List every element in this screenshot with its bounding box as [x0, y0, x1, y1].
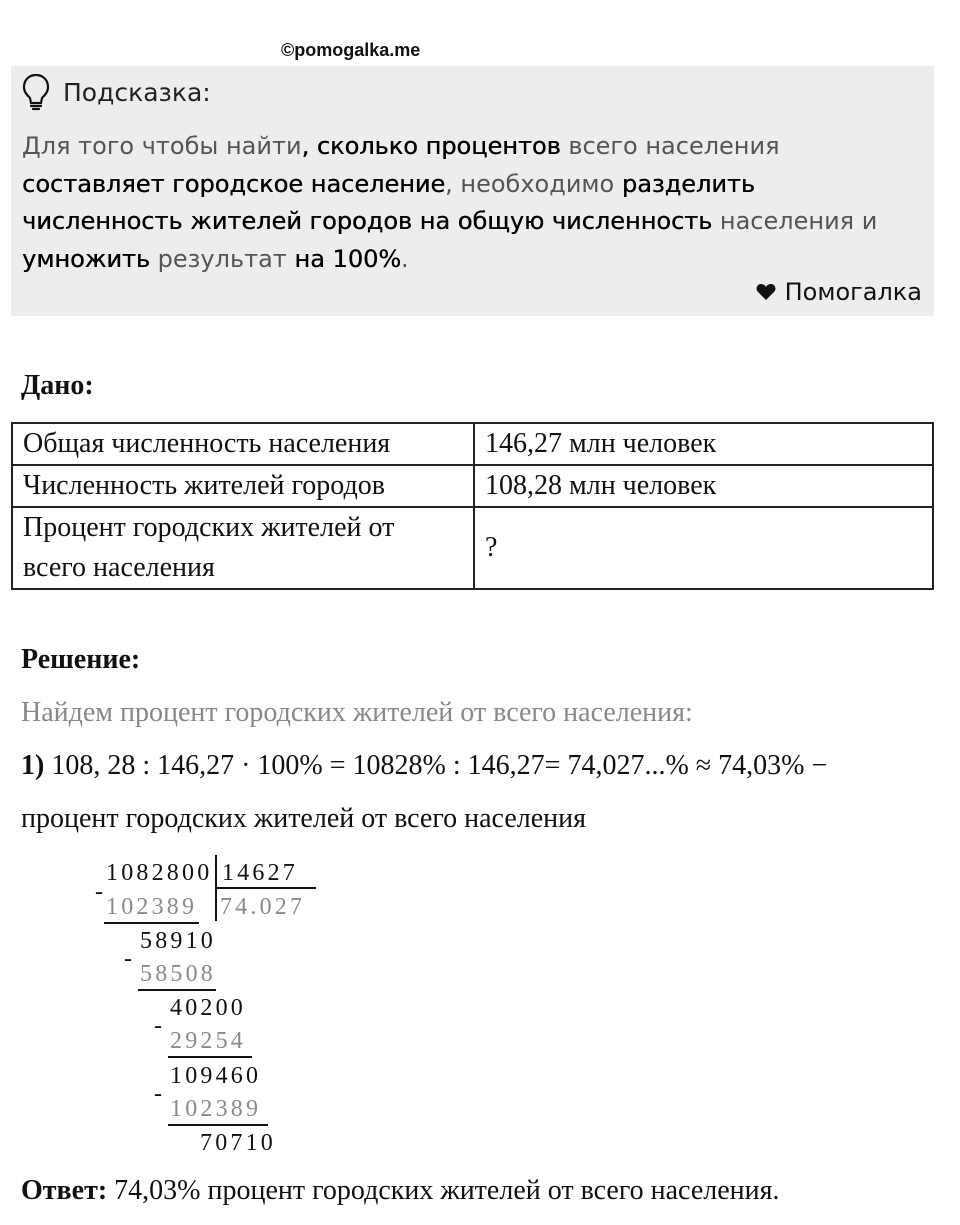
answer-text: 74,03% процент городских жителей от всего населения. — [107, 1175, 780, 1206]
minus-sign: - — [95, 879, 103, 905]
division-divisor: 14627 — [222, 860, 298, 886]
table-row — [12, 507, 933, 589]
division-subtrahend: 102389 — [106, 894, 198, 920]
watermark: ©pomogalka.me — [281, 40, 421, 60]
minus-sign: - — [154, 1013, 162, 1039]
table-cell-label: Численность жителей городов — [12, 465, 474, 507]
heart-icon — [756, 283, 776, 301]
table-cell-value: 108,28 млн человек — [474, 465, 933, 507]
hint-title: Подсказка: — [63, 77, 211, 107]
given-table — [11, 422, 934, 590]
lightbulb-icon — [21, 72, 51, 112]
solution-intro: Найдем процент городских жителей от всего населения: — [21, 697, 693, 728]
hint-signature — [756, 278, 922, 306]
solution-heading: Решение: — [21, 644, 141, 675]
hint-box — [11, 66, 934, 316]
minus-sign: - — [124, 946, 132, 972]
division-underline — [138, 989, 216, 991]
table-cell-label: Общая численность населения — [12, 423, 474, 465]
division-subtrahend: 58508 — [140, 961, 216, 987]
division-remainder: 58910 — [140, 928, 216, 954]
table-row — [12, 465, 933, 507]
division-remainder: 109460 — [170, 1063, 262, 1089]
solution-step-1-tail: процент городских жителей от всего населения — [21, 803, 587, 834]
division-dividend: 1082800 — [106, 860, 213, 886]
answer-label: Ответ: — [21, 1175, 108, 1206]
hint-text: Для того чтобы найти, сколько процентов всего населения составляет городское население, необходимо разделить численность жителей городов на общую численность населения и умножить результат на 100%. — [22, 132, 878, 273]
solution-step-1 — [21, 750, 827, 782]
division-subtrahend: 102389 — [170, 1096, 262, 1122]
division-subtrahend: 29254 — [170, 1028, 246, 1054]
division-underline — [168, 1056, 252, 1058]
step-number: 1) — [21, 750, 45, 781]
table-cell-label: Процент городских жителей от всего населения — [12, 507, 474, 589]
step-expression: 108, 28 : 146,27 · 100% = 10828% : 146,27= 74,027...% ≈ 74,03% − — [44, 750, 828, 781]
division-quotient: 74.027 — [220, 894, 306, 920]
division-bracket-horizontal — [215, 887, 316, 889]
division-underline — [104, 922, 199, 924]
table-cell-value: ? — [474, 507, 933, 589]
signature-text: Помогалка — [784, 278, 922, 306]
hint-header — [21, 72, 211, 112]
division-remainder: 70710 — [200, 1130, 276, 1156]
given-heading: Дано: — [21, 370, 94, 401]
division-bracket-vertical — [215, 855, 217, 921]
table-row — [12, 423, 933, 465]
division-underline — [168, 1124, 268, 1126]
answer — [21, 1175, 780, 1207]
table-cell-value: 146,27 млн человек — [474, 423, 933, 465]
minus-sign: - — [154, 1081, 162, 1107]
division-remainder: 40200 — [170, 995, 246, 1021]
